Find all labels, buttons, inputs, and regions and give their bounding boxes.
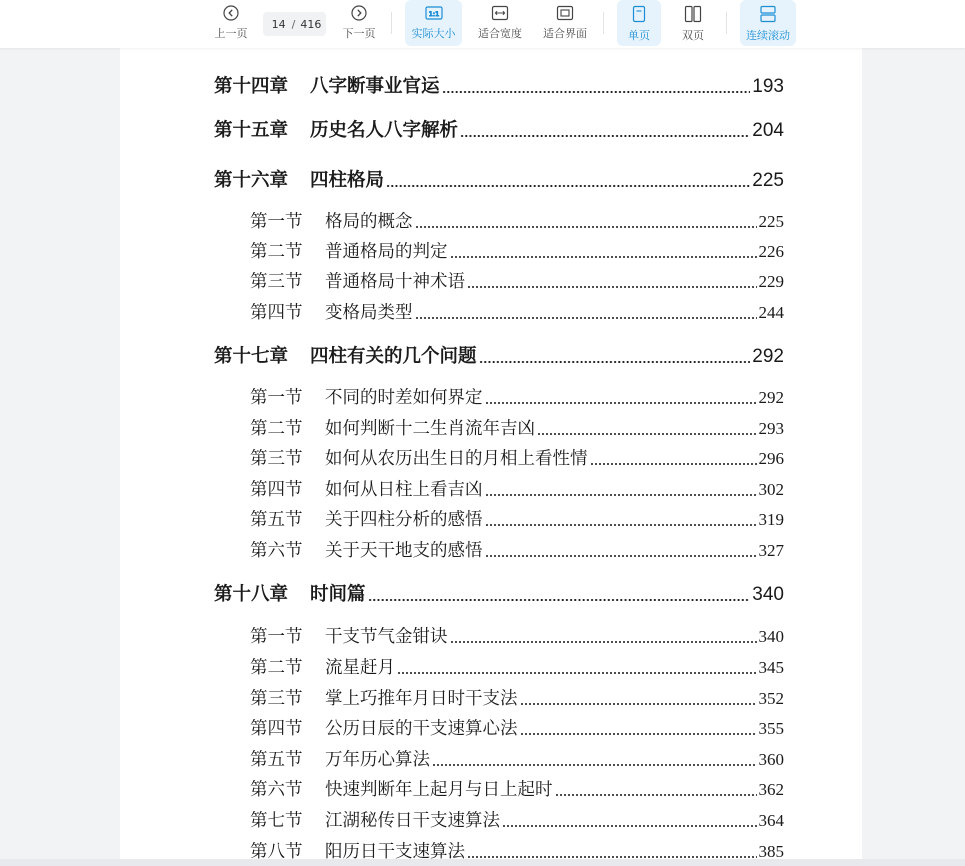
toc-entry-number: 第十八章 <box>214 584 289 605</box>
fit-page-icon <box>556 5 574 21</box>
continuous-scroll-icon <box>759 5 777 23</box>
double-page-label: 双页 <box>682 29 704 42</box>
prev-page-label: 上一页 <box>214 27 248 40</box>
toc-entry-title: 关于天干地支的感悟 <box>325 541 483 561</box>
toc-leader-dots <box>450 256 757 258</box>
fit-page-label: 适合界面 <box>543 27 587 40</box>
toc-entry-number: 第二节 <box>250 242 303 262</box>
toc-leader-dots <box>485 494 757 496</box>
toc-entry-title: 普通格局十神术语 <box>325 272 465 292</box>
toc-section-entry[interactable] <box>250 623 784 648</box>
toc-entry-page-number: 319 <box>758 510 784 529</box>
double-page-button[interactable] <box>671 0 715 46</box>
toc-leader-dots <box>432 764 757 766</box>
toc-entry-title: 八字断事业官运 <box>310 76 440 97</box>
toc-entry-page-number: 355 <box>758 719 784 738</box>
toc-chapter-entry[interactable] <box>214 166 784 192</box>
fit-page-button[interactable] <box>537 0 593 46</box>
toc-entry-title: 掌上巧推年月日时干支法 <box>325 689 518 709</box>
toc-section-entry[interactable] <box>250 537 784 562</box>
toc-section-entry[interactable] <box>250 208 784 233</box>
prev-page-button[interactable] <box>209 0 253 46</box>
toc-entry-title: 关于四柱分析的感悟 <box>325 510 483 530</box>
toc-section-entry[interactable] <box>250 654 784 679</box>
toc-entry-title: 流星赶月 <box>325 658 395 678</box>
toc-entry-number: 第四节 <box>250 480 303 500</box>
actual-size-label: 实际大小 <box>411 27 456 40</box>
toc-leader-dots <box>467 856 757 858</box>
toc-entry-number: 第四节 <box>250 303 303 323</box>
toc-leader-dots <box>442 91 751 93</box>
toc-leader-dots <box>590 463 757 465</box>
toc-entry-page-number: 345 <box>758 658 784 677</box>
toc-leader-dots <box>520 703 757 705</box>
toc-entry-number: 第三节 <box>250 449 303 469</box>
toc-entry-page-number: 229 <box>758 272 784 291</box>
horizontal-scrollbar[interactable] <box>0 859 965 866</box>
continuous-scroll-label: 连续滚动 <box>746 29 790 42</box>
fit-width-icon <box>491 5 509 21</box>
toc-chapter-entry[interactable] <box>214 580 784 606</box>
toc-entry-title: 如何判断十二生肖流年吉凶 <box>325 419 535 439</box>
toc-leader-dots <box>460 135 750 137</box>
toc-entry-number: 第一节 <box>250 627 303 647</box>
toc-entry-number: 第三节 <box>250 689 303 709</box>
toc-leader-dots <box>485 524 757 526</box>
toc-leader-dots <box>415 226 757 228</box>
toc-entry-number: 第二节 <box>250 419 303 439</box>
actual-size-icon <box>425 5 443 21</box>
total-pages: 416 <box>300 17 322 31</box>
toc-entry-page-number: 352 <box>758 689 784 708</box>
toc-entry-page-number: 292 <box>752 346 784 367</box>
toc-entry-page-number: 292 <box>758 388 784 407</box>
toc-entry-page-number: 362 <box>758 780 784 799</box>
toc-entry-title: 格局的概念 <box>325 212 413 232</box>
toc-entry-page-number: 360 <box>758 750 784 769</box>
toc-entry-title: 四柱格局 <box>310 170 385 191</box>
fit-width-button[interactable] <box>472 0 528 46</box>
toc-leader-dots <box>485 402 757 404</box>
toc-entry-number: 第四节 <box>250 719 303 739</box>
toc-section-entry[interactable] <box>250 715 784 740</box>
toc-entry-number: 第六节 <box>250 780 303 800</box>
toc-leader-dots <box>537 433 757 435</box>
toc-entry-page-number: 296 <box>758 449 784 468</box>
toc-entry-title: 不同的时差如何界定 <box>325 388 483 408</box>
current-page-input[interactable] <box>268 18 286 31</box>
toc-entry-page-number: 302 <box>758 480 784 499</box>
toc-entry-title: 普通格局的判定 <box>325 242 448 262</box>
toc-section-entry[interactable] <box>250 807 784 832</box>
toc-entry-page-number: 327 <box>758 541 784 560</box>
toc-entry-number: 第五节 <box>250 750 303 770</box>
toc-entry-number: 第一节 <box>250 388 303 408</box>
toc-section-entry[interactable] <box>250 299 784 324</box>
toc-entry-number: 第五节 <box>250 510 303 530</box>
fit-width-label: 适合宽度 <box>478 27 522 40</box>
toc-leader-dots <box>386 185 750 187</box>
toc-entry-title: 如何从日柱上看吉凶 <box>325 480 483 500</box>
toc-leader-dots <box>415 317 757 319</box>
toc-entry-title: 快速判断年上起月与日上起时 <box>325 780 553 800</box>
actual-size-button[interactable] <box>405 0 462 46</box>
toc-entry-number: 第十六章 <box>214 170 289 191</box>
toc-section-entry[interactable] <box>250 838 784 859</box>
toc-entry-page-number: 225 <box>758 212 784 231</box>
toc-entry-title: 如何从农历出生日的月相上看性情 <box>325 449 588 469</box>
document-page <box>120 48 862 859</box>
toc-entry-number: 第八节 <box>250 842 303 859</box>
chevron-left-circle-icon <box>223 5 239 21</box>
toc-section-entry[interactable] <box>250 506 784 531</box>
toc-leader-dots <box>397 672 757 674</box>
toc-entry-page-number: 385 <box>758 842 784 859</box>
toc-leader-dots <box>502 825 757 827</box>
toc-entry-number: 第一节 <box>250 212 303 232</box>
toc-leader-dots <box>520 733 757 735</box>
toc-entry-number: 第三节 <box>250 272 303 292</box>
chevron-right-circle-icon <box>351 5 367 21</box>
reader-toolbar <box>0 0 965 48</box>
toc-leader-dots <box>467 286 757 288</box>
toc-entry-number: 第二节 <box>250 658 303 678</box>
continuous-scroll-button[interactable] <box>740 0 796 46</box>
toc-entry-page-number: 244 <box>758 303 784 322</box>
toc-entry-page-number: 340 <box>752 584 784 605</box>
toc-section-entry[interactable] <box>250 445 784 470</box>
toc-section-entry[interactable] <box>250 746 784 771</box>
toc-section-entry[interactable] <box>250 776 784 801</box>
toc-section-entry[interactable] <box>250 685 784 710</box>
toc-chapter-entry[interactable] <box>214 342 784 368</box>
toc-entry-title: 万年历心算法 <box>325 750 430 770</box>
toc-entry-title: 历史名人八字解析 <box>310 120 459 141</box>
toc-section-entry[interactable] <box>250 268 784 293</box>
toc-leader-dots <box>485 555 757 557</box>
toc-entry-number: 第七节 <box>250 811 303 831</box>
toolbar-divider <box>603 12 604 34</box>
next-page-button[interactable] <box>337 0 381 46</box>
page-indicator <box>263 12 326 36</box>
toc-entry-page-number: 293 <box>758 419 784 438</box>
toc-entry-title: 公历日辰的干支速算心法 <box>325 719 518 739</box>
toc-entry-page-number: 364 <box>758 811 784 830</box>
single-page-label: 单页 <box>628 29 650 42</box>
toc-leader-dots <box>479 361 751 363</box>
toc-entry-title: 变格局类型 <box>325 303 413 323</box>
toc-leader-dots <box>555 794 757 796</box>
toc-section-entry[interactable] <box>250 476 784 501</box>
toc-entry-number: 第六节 <box>250 541 303 561</box>
svg-text:1:1: 1:1 <box>428 10 439 18</box>
toolbar-divider <box>391 12 392 34</box>
toc-entry-number: 第十七章 <box>214 346 289 367</box>
toc-entry-page-number: 225 <box>752 170 784 191</box>
toc-entry-title: 时间篇 <box>310 584 366 605</box>
toc-entry-page-number: 226 <box>758 242 784 261</box>
toc-chapter-entry[interactable] <box>214 116 784 142</box>
toc-leader-dots <box>368 599 751 601</box>
next-page-label: 下一页 <box>342 27 376 40</box>
single-page-icon <box>631 5 647 23</box>
toc-section-entry[interactable] <box>250 415 784 440</box>
toc-entry-title: 干支节气金钳诀 <box>325 627 448 647</box>
toc-leader-dots <box>450 641 757 643</box>
double-page-icon <box>684 5 702 23</box>
document-viewport[interactable] <box>0 48 965 859</box>
toc-entry-title: 阳历日干支速算法 <box>325 842 465 859</box>
toc-entry-number: 第十四章 <box>214 76 289 97</box>
toolbar-divider <box>726 12 727 34</box>
toc-entry-title: 四柱有关的几个问题 <box>310 346 477 367</box>
toc-entry-page-number: 340 <box>758 627 784 646</box>
toc-section-entry[interactable] <box>250 238 784 263</box>
single-page-button[interactable] <box>617 0 661 46</box>
page-separator: / <box>291 17 296 31</box>
toc-chapter-entry[interactable] <box>214 72 784 98</box>
toc-entry-page-number: 204 <box>752 120 784 141</box>
toc-entry-page-number: 193 <box>752 76 784 97</box>
toc-entry-title: 江湖秘传日干支速算法 <box>325 811 500 831</box>
toc-section-entry[interactable] <box>250 384 784 409</box>
toc-entry-number: 第十五章 <box>214 120 289 141</box>
